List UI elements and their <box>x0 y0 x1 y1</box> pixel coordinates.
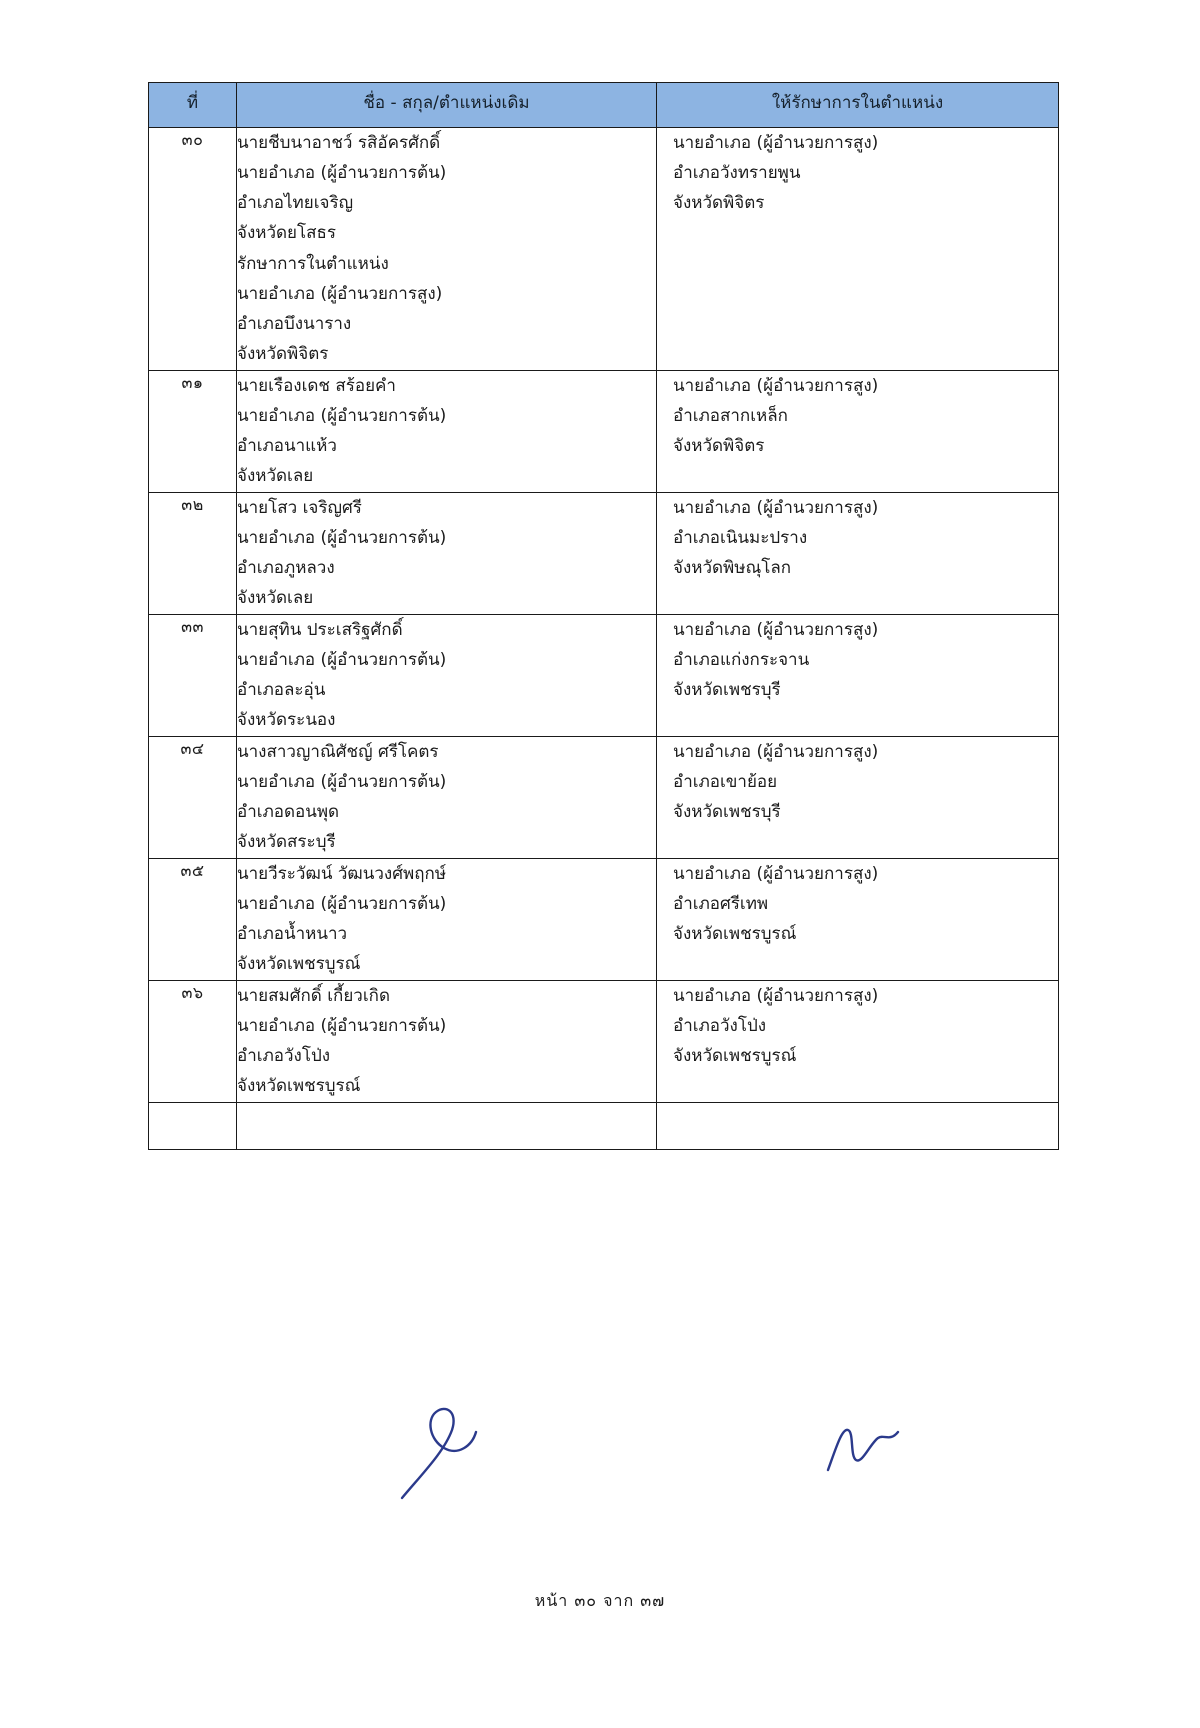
row-name-line: นายอำเภอ (ผู้อำนวยการต้น) <box>237 405 447 426</box>
row-name-line: อำเภอไทยเจริญ <box>237 193 354 213</box>
row-name-line: นายอำเภอ (ผู้อำนวยการต้น) <box>237 527 447 548</box>
row-name-line: รักษาการในตำแหน่ง <box>237 253 389 274</box>
row-name-cell <box>237 127 657 370</box>
row-position-line: จังหวัดพิษณุโลก <box>673 558 792 578</box>
row-number: ๓๔ <box>149 736 237 858</box>
row-name-cell <box>237 492 657 614</box>
row-position-line: นายอำเภอ (ผู้อำนวยการสูง) <box>673 863 879 884</box>
row-position-line: จังหวัดเพชรบูรณ์ <box>673 1046 797 1066</box>
row-position-line: อำเภอแก่งกระจาน <box>673 649 810 670</box>
row-position-line: จังหวัดเพชรบุรี <box>673 680 781 700</box>
row-position-line: อำเภอวังโป่ง <box>673 1015 767 1036</box>
row-number: ๓๐ <box>149 127 237 370</box>
row-name-cell <box>237 370 657 492</box>
row-name-line: จังหวัดพิจิตร <box>237 344 329 365</box>
row-number: ๓๓ <box>149 614 237 736</box>
row-name-line: นายสมศักดิ์ เกี้ยวเกิด <box>237 985 390 1006</box>
table-row <box>149 858 1059 980</box>
row-name-cell <box>237 736 657 858</box>
row-position-line: อำเภอเนินมะปราง <box>673 527 808 548</box>
column-header-name: ชื่อ - สกุล/ตำแหน่งเดิม <box>237 83 657 128</box>
row-name-line: จังหวัดเลย <box>237 466 314 487</box>
row-name-line: นายวีระวัฒน์ วัฒนวงศ์พฤกษ์ <box>237 863 447 884</box>
row-position-line: นายอำเภอ (ผู้อำนวยการสูง) <box>673 985 879 1006</box>
table-filler-row <box>149 1102 1059 1149</box>
table-row <box>149 614 1059 736</box>
table-filler-cell <box>237 1102 657 1149</box>
row-position-line: นายอำเภอ (ผู้อำนวยการสูง) <box>673 497 879 518</box>
row-name-line: อำเภอภูหลวง <box>237 558 335 578</box>
row-position-line: จังหวัดเพชรบูรณ์ <box>673 924 797 944</box>
table-header-row <box>149 83 1059 128</box>
row-position-line: อำเภอวังทรายพูน <box>673 162 801 183</box>
row-name-line: จังหวัดเลย <box>237 588 314 609</box>
table-header <box>149 83 1059 128</box>
row-position-cell <box>657 127 1059 370</box>
row-name-line: นายสุทิน ประเสริฐศักดิ์ <box>237 619 403 640</box>
row-number: ๓๕ <box>149 858 237 980</box>
row-position-line: นายอำเภอ (ผู้อำนวยการสูง) <box>673 132 879 153</box>
row-name-line: อำเภอบึงนาราง <box>237 314 352 334</box>
row-name-line: นายอำเภอ (ผู้อำนวยการต้น) <box>237 1015 447 1036</box>
table-row <box>149 492 1059 614</box>
table-filler-cell <box>657 1102 1059 1149</box>
row-position-line: นายอำเภอ (ผู้อำนวยการสูง) <box>673 741 879 762</box>
row-name-line: จังหวัดเพชรบูรณ์ <box>237 954 361 975</box>
row-name-line: นายอำเภอ (ผู้อำนวยการต้น) <box>237 771 447 792</box>
row-name-line: จังหวัดระนอง <box>237 710 336 731</box>
column-header-no: ที่ <box>149 83 237 128</box>
row-name-line: อำเภอวังโป่ง <box>237 1046 331 1066</box>
row-position-line: อำเภอสากเหล็ก <box>673 405 788 426</box>
page-footer: หน้า ๓๐ จาก ๓๗ <box>534 1591 666 1610</box>
row-name-line: อำเภอละอุ่น <box>237 680 326 700</box>
row-name-cell <box>237 858 657 980</box>
table-filler-cell <box>149 1102 237 1149</box>
row-number: ๓๖ <box>149 980 237 1102</box>
row-name-line: อำเภอน้ำหนาว <box>237 924 348 944</box>
row-position-cell <box>657 492 1059 614</box>
appointment-table <box>148 82 1059 1150</box>
signature-left-icon <box>392 1400 512 1510</box>
row-name-line: นายอำเภอ (ผู้อำนวยการสูง) <box>237 283 443 304</box>
row-name-line: อำเภอดอนพุด <box>237 802 340 822</box>
row-position-cell <box>657 858 1059 980</box>
row-name-line: นายอำเภอ (ผู้อำนวยการต้น) <box>237 649 447 670</box>
row-name-line: นางสาวญาณิศัชญ์ ศรีโคตร <box>237 741 439 762</box>
row-position-line: นายอำเภอ (ผู้อำนวยการสูง) <box>673 375 879 396</box>
column-header-position: ให้รักษาการในตำแหน่ง <box>657 83 1059 128</box>
row-position-cell <box>657 614 1059 736</box>
table-row <box>149 736 1059 858</box>
row-name-line: นายเรืองเดช สร้อยคำ <box>237 375 396 396</box>
row-number: ๓๑ <box>149 370 237 492</box>
row-name-line: นายโสว เจริญศรี <box>237 497 362 518</box>
row-position-line: จังหวัดเพชรบุรี <box>673 802 781 822</box>
row-position-cell <box>657 370 1059 492</box>
row-position-line: จังหวัดพิจิตร <box>673 193 765 213</box>
row-position-line: อำเภอศรีเทพ <box>673 893 769 914</box>
row-name-line: จังหวัดเพชรบูรณ์ <box>237 1076 361 1097</box>
row-position-line: นายอำเภอ (ผู้อำนวยการสูง) <box>673 619 879 640</box>
table-body <box>149 127 1059 1149</box>
row-name-cell <box>237 614 657 736</box>
row-number: ๓๒ <box>149 492 237 614</box>
row-name-line: นายอำเภอ (ผู้อำนวยการต้น) <box>237 162 447 183</box>
row-position-cell <box>657 980 1059 1102</box>
row-name-line: อำเภอนาแห้ว <box>237 436 337 456</box>
signature-right-icon <box>820 1408 910 1488</box>
row-name-line: นายชีบนาอาชว์ รสิอัครศักดิ์ <box>237 132 441 153</box>
row-position-cell <box>657 736 1059 858</box>
row-name-line: จังหวัดสระบุรี <box>237 832 336 853</box>
table-row <box>149 127 1059 370</box>
row-position-line: อำเภอเขาย้อย <box>673 771 778 792</box>
table-row <box>149 370 1059 492</box>
row-name-line: จังหวัดยโสธร <box>237 223 337 244</box>
row-name-line: นายอำเภอ (ผู้อำนวยการต้น) <box>237 893 447 914</box>
row-position-line: จังหวัดพิจิตร <box>673 436 765 456</box>
table-row <box>149 980 1059 1102</box>
row-name-cell <box>237 980 657 1102</box>
